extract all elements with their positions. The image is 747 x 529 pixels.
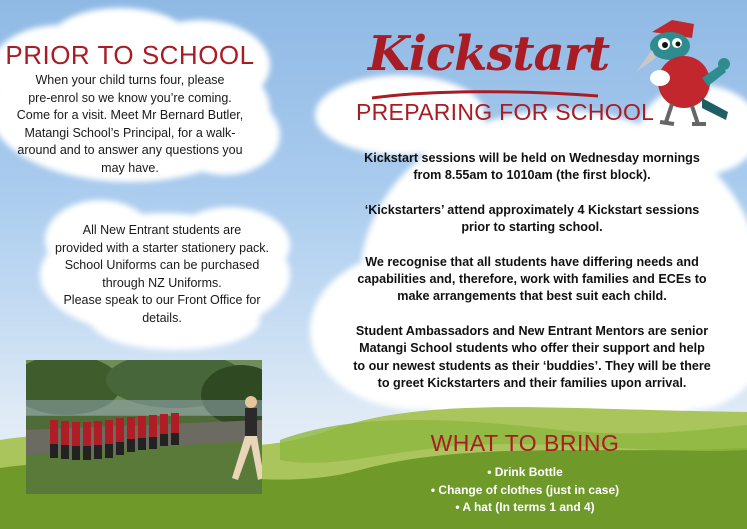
bird-mascot-icon [632, 12, 736, 130]
list-item: • Drink Bottle [487, 465, 563, 479]
starter-line: Please speak to our Front Office for [63, 293, 261, 307]
prior-line: may have. [101, 160, 159, 175]
prior-line: Come for a visit. Meet Mr Bernard Butler, [16, 108, 244, 122]
starter-pack-text [42, 222, 282, 327]
starter-line: provided with a starter stationery pack. [55, 240, 269, 255]
what-to-bring-list [395, 464, 655, 517]
starter-line: through NZ Uniforms. [102, 275, 222, 290]
starter-line: details. [142, 310, 182, 325]
prior-to-school-text [0, 72, 260, 177]
kickstart-info-text [322, 150, 742, 409]
info-paragraph-sessions: Kickstart sessions will be held on Wednesday mornings from 8.55am to 1010am (the first block). [364, 151, 700, 183]
prior-line: Matangi School’s Principal, for a walk- [24, 125, 236, 140]
preparing-for-school-title: PREPARING FOR SCHOOL [356, 99, 655, 125]
students-photo [26, 360, 262, 494]
kickstart-logo: Kickstart [368, 26, 610, 82]
prior-to-school-title: PRIOR TO SCHOOL [5, 40, 255, 70]
prior-line: around and to answer any questions you [17, 143, 243, 157]
what-to-bring-title: WHAT TO BRING [430, 430, 620, 456]
list-item: • Change of clothes (just in case) [430, 482, 620, 497]
starter-line: School Uniforms can be purchased [64, 258, 260, 272]
list-item: • A hat (In terms 1 and 4) [455, 500, 595, 514]
prior-line: pre-enrol so we know you’re coming. [28, 90, 232, 105]
starter-line: All New Entrant students are [82, 223, 242, 237]
info-paragraph-needs: We recognise that all students have differing needs and capabilities and, therefore, work with families and ECEs to make arrangements that best suit each child. [357, 254, 707, 304]
prior-line: When your child turns four, please [35, 73, 225, 87]
info-paragraph-attendance: ‘Kickstarters’ attend approximately 4 Kickstart sessions prior to starting school. [364, 202, 700, 235]
info-paragraph-ambassadors: Student Ambassadors and New Entrant Mentors are senior Matangi School students who offer their support and help to our newest students as their ‘buddies’. They will be there to greet Kickstarters and their families upon arrival. [353, 323, 711, 391]
